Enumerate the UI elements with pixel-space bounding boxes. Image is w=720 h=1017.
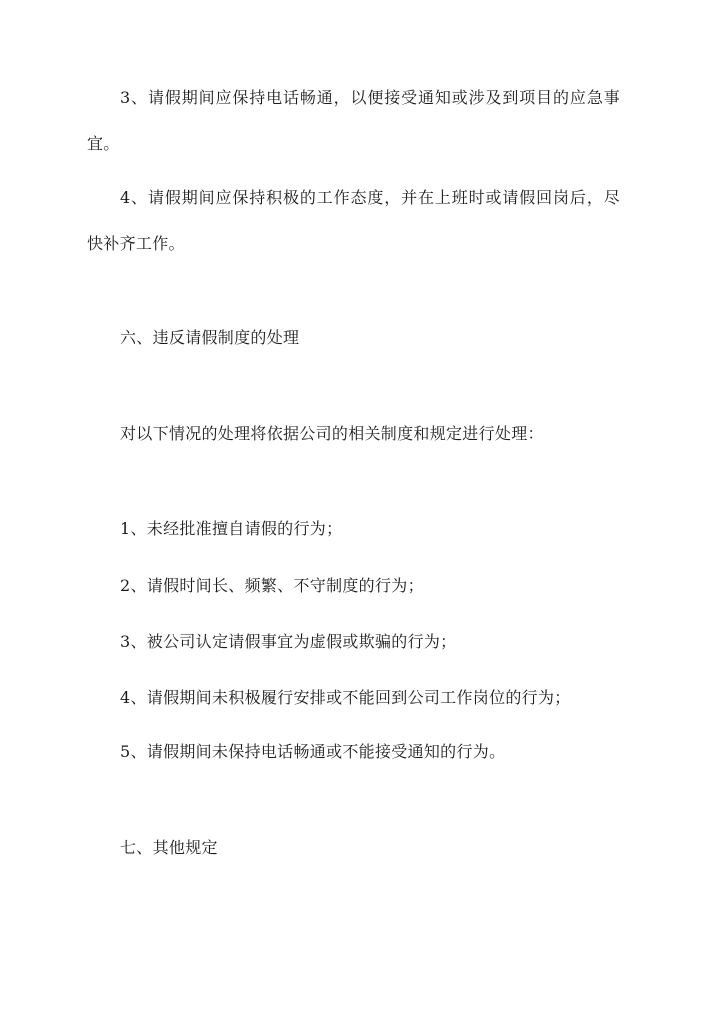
paragraph-item3-line1: 3、请假期间应保持电话畅通，以便接受通知或涉及到项目的应急事 bbox=[120, 88, 620, 107]
list-item: 3、被公司认定请假事宜为虚假或欺骗的行为； bbox=[120, 632, 457, 651]
section6-heading: 六、违反请假制度的处理 bbox=[120, 328, 300, 347]
section7-heading: 七、其他规定 bbox=[120, 838, 218, 857]
paragraph-item4-line1: 4、请假期间应保持积极的工作态度，并在上班时或请假回岗后，尽 bbox=[120, 188, 620, 207]
paragraph-item3-line2: 宜。 bbox=[87, 134, 120, 153]
list-item: 4、请假期间未积极履行安排或不能回到公司工作岗位的行为； bbox=[120, 688, 571, 707]
list-item: 5、请假期间未保持电话畅通或不能接受通知的行为。 bbox=[120, 742, 506, 761]
section6-intro: 对以下情况的处理将依据公司的相关制度和规定进行处理： bbox=[120, 424, 544, 443]
paragraph-item4-line2: 快补齐工作。 bbox=[87, 234, 185, 253]
list-item: 1、未经批准擅自请假的行为； bbox=[120, 519, 343, 538]
list-item: 2、请假时间长、频繁、不守制度的行为； bbox=[120, 576, 424, 595]
